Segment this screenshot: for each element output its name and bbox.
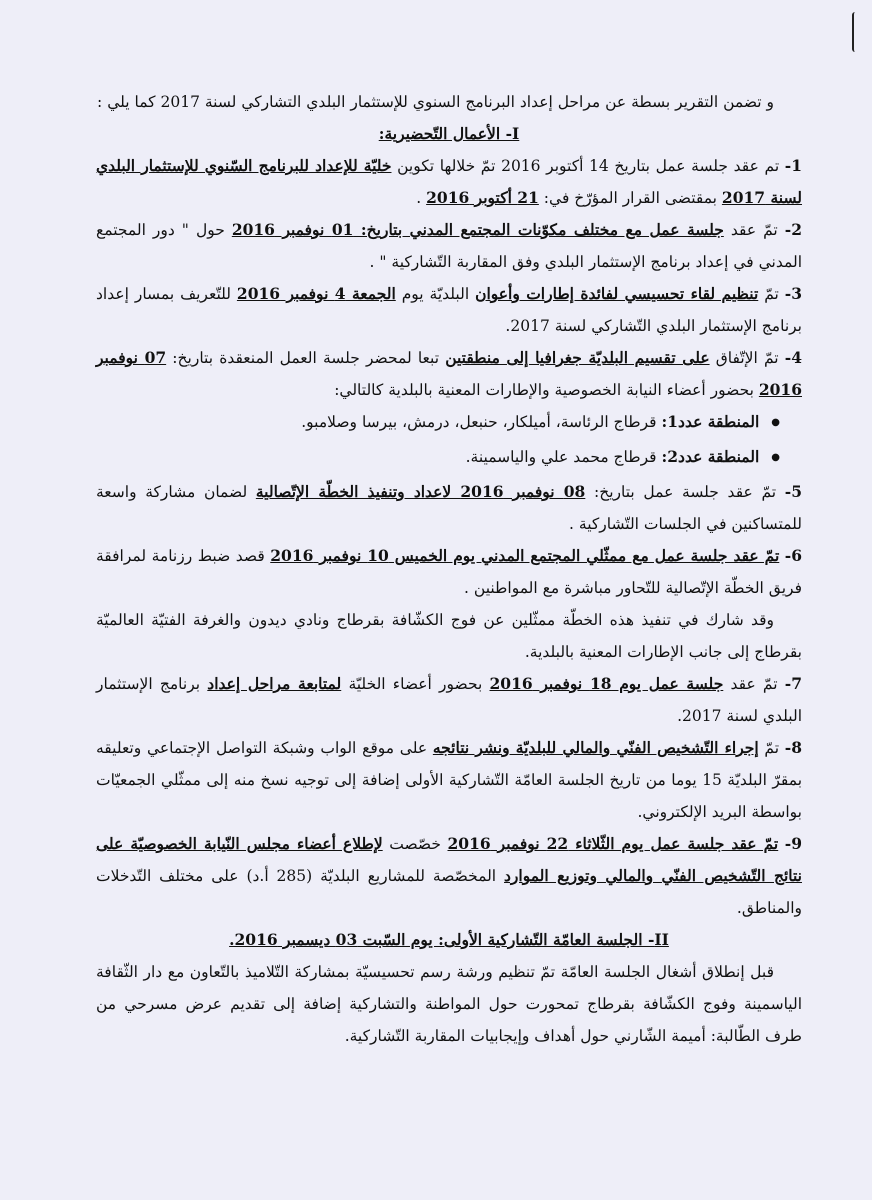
item-number: 5- — [784, 482, 803, 501]
item-number: 8- — [784, 738, 802, 757]
item-number: 3- — [784, 284, 802, 303]
list-item-6: 6- تمّ عقد جلسة عمل مع ممثّلي المجتمع المدني يوم الخميس 10 نوفمبر 2016 قصد ضبط رزنامة لمرافقة فريق الخطّة الإتّصالية للتّحاور مباشرة مع المواطنين . — [96, 546, 802, 597]
area-item-2: ● المنطقة عدد2: قرطاج محمد علي والياسمينة. — [96, 441, 780, 476]
item-number: 2- — [784, 220, 802, 239]
area-item-1: ● المنطقة عدد1: قرطاج الرئاسة، أميلكار، حنبعل، درمش، بيرسا وصلامبو. — [96, 406, 780, 441]
intro-paragraph: و تضمن التقرير بسطة عن مراحل إعداد البرنامج السنوي للإستثمار البلدي التشاركي لسنة 2017 كما يلي : — [97, 93, 774, 111]
list-item-4: 4- تمّ الإتّفاق على تقسيم البلديّة جغرافيا إلى منطقتين تبعا لمحضر جلسة العمل المنعقدة بتاريخ: 07 نوفمبر 2016 بحضور أعضاء النيابة الخصوصية والإطارات المعنية بالبلدية كالتالي: — [96, 348, 802, 399]
item-number: 4- — [784, 348, 802, 367]
list-item-9: 9- تمّ عقد جلسة عمل يوم الثّلاثاء 22 نوفمبر 2016 خصّصت لإطلاع أعضاء مجلس النّيابة الخصوصيّة على نتائج التّشخيص الفنّي والمالي وتوزيع الموارد المخصّصة للمشاريع البلديّة (285 أ.د) على مختلف التّدخلات والمناطق. — [96, 834, 803, 917]
list-item-2: 2- تمّ عقد جلسة عمل مع مختلف مكوّنات المجتمع المدني بتاريخ: 01 نوفمبر 2016 حول " دور المجتمع المدني في إعداد برنامج الإستثمار البلدي وفق المقاربة التّشاركية " . — [96, 220, 802, 271]
section-1-title: I- الأعمال التّحضيرية: — [378, 124, 520, 143]
item-number: 6- — [784, 546, 802, 565]
areas-list — [96, 406, 802, 476]
list-item-3: 3- تمّ تنظيم لقاء تحسيسي لفائدة إطارات وأعوان البلديّة يوم الجمعة 4 نوفمبر 2016 للتّعريف بمسار إعداد برنامج الإستثمار البلدي التّشاركي لسنة 2017. — [96, 284, 802, 335]
list-item-8: 8- تمّ إجراء التّشخيص الفنّي والمالي للبلديّة ونشر نتائجه على موقع الواب وشبكة التواصل الإجتماعي وتعليقه بمقرّ البلديّة 15 يوما من تاريخ الجلسة العامّة التّشاركية الأولى إضافة إلى توجيه نسخ منه إلى ممثّلي الجمعيّات بواسطة البريد الإلكتروني. — [96, 738, 803, 821]
item-number: 7- — [784, 674, 803, 693]
list-item-5: 5- تمّ عقد جلسة عمل بتاريخ: 08 نوفمبر 2016 لاعداد وتنفيذ الخطّة الإتّصالية لضمان مشاركة واسعة للمتساكنين في الجلسات التّشاركية . — [96, 482, 803, 533]
list-item-1: 1- تم عقد جلسة عمل بتاريخ 14 أكتوبر 2016 تمّ خلالها تكوين خليّة للإعداد للبرنامج السّنوي للإستثمار البلدي لسنة 2017 بمقتضى القرار المؤرّخ في: 21 أكتوبر 2016 . — [96, 156, 803, 207]
document-body — [96, 86, 802, 1052]
staple-mark — [852, 12, 862, 52]
section-2-title: II- الجلسة العامّة التّشاركية الأولى: يوم السّبت 03 ديسمبر 2016. — [229, 930, 669, 949]
item-number: 1- — [784, 156, 803, 175]
closing-paragraph: قبل إنطلاق أشغال الجلسة العامّة تمّ تنظيم ورشة رسم تحسيسيّة بمشاركة التّلاميذ بالتّعاون مع دار الثّقافة الياسمينة وفوج الكشّافة بقرطاج تمحورت حول المواطنة والتشاركية إضافة إلى تقديم عرض مسرحي من طرف الطّالبة: أميمة الشّارني حول أهداف وإيجابيات المقاربة التّشاركية. — [96, 963, 802, 1045]
participation-paragraph: وقد شارك في تنفيذ هذه الخطّة ممثّلين عن فوج الكشّافة بقرطاج ونادي ديدون والغرفة الفتيّة العالميّة بقرطاج إلى جانب الإطارات المعنية بالبلدية. — [96, 611, 802, 661]
item-number: 9- — [784, 834, 803, 853]
list-item-7: 7- تمّ عقد جلسة عمل يوم 18 نوفمبر 2016 بحضور أعضاء الخليّة لمتابعة مراحل إعداد برنامج الإستثمار البلدي لسنة 2017. — [96, 674, 803, 725]
